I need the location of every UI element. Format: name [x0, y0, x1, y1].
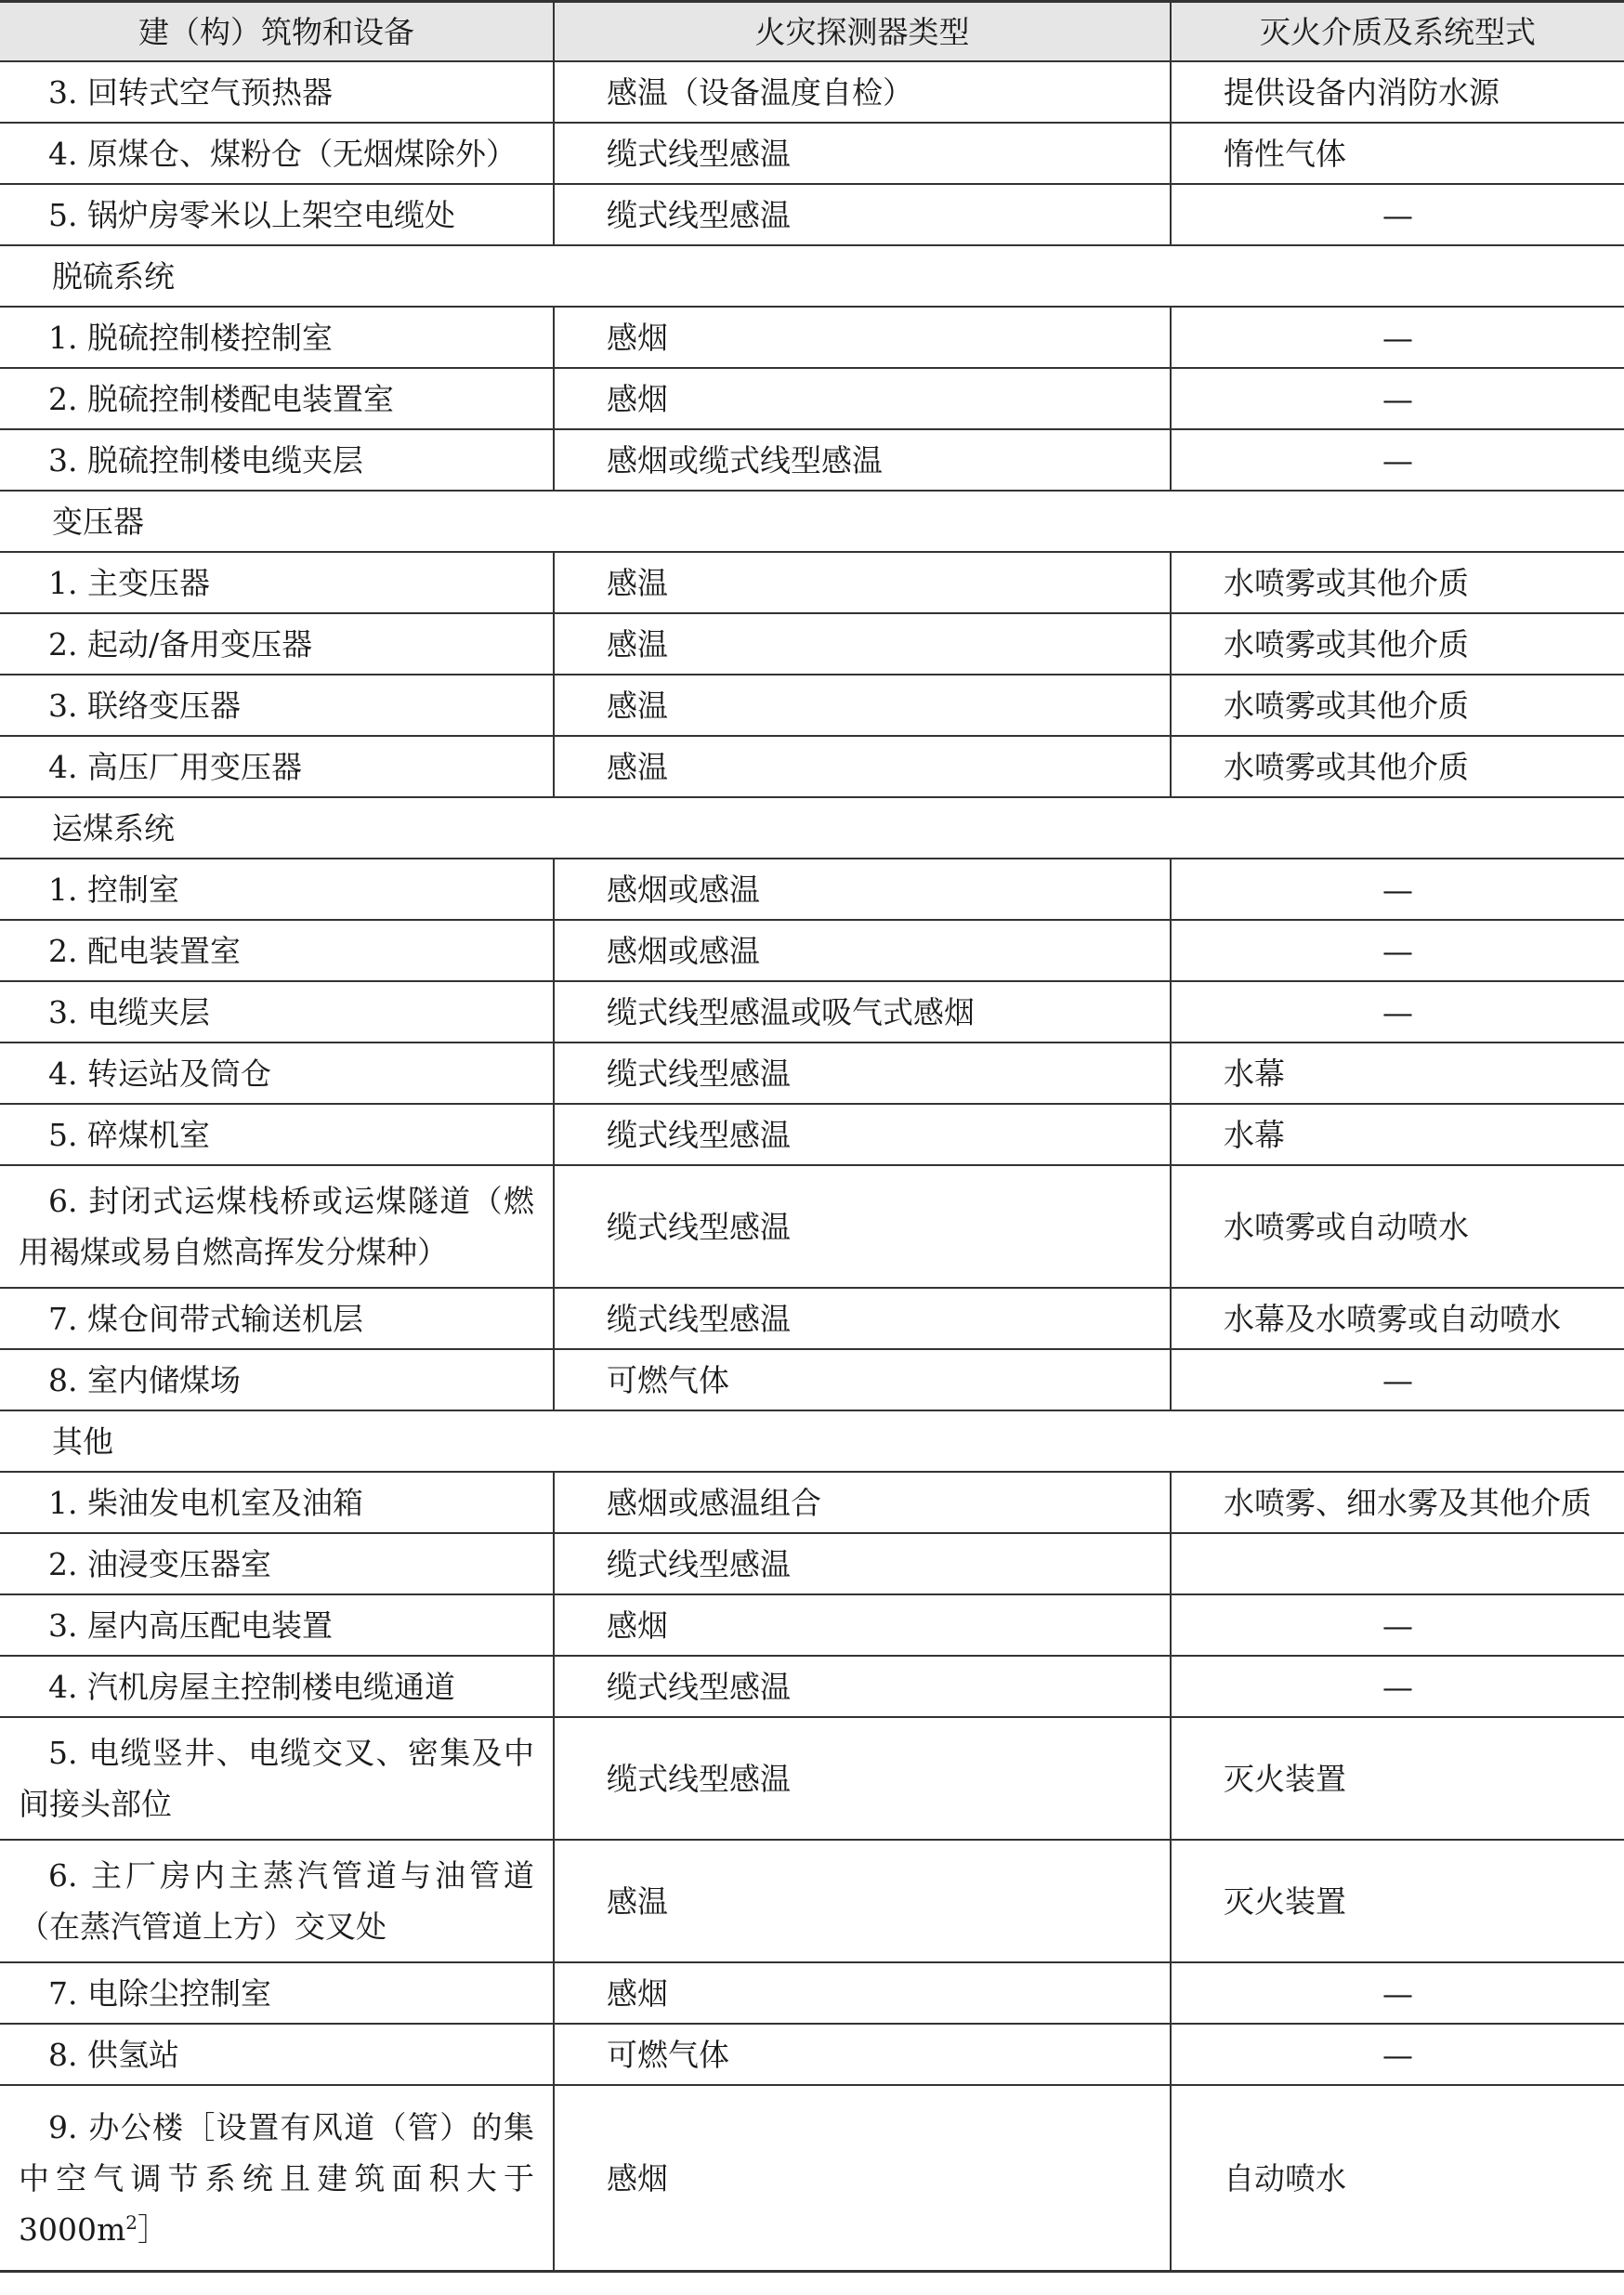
- detector-cell: 感烟或感温: [554, 920, 1171, 981]
- building-cell: 2. 油浸变压器室: [0, 1533, 554, 1594]
- detector-cell: 缆式线型感温: [554, 1104, 1171, 1165]
- table-row: [0, 675, 1624, 736]
- extinguish-cell: 水喷雾、细水雾及其他介质: [1171, 1472, 1624, 1533]
- detector-cell: 缆式线型感温: [554, 1656, 1171, 1717]
- detector-cell: 缆式线型感温: [554, 1165, 1171, 1288]
- building-cell: 7. 电除尘控制室: [0, 1962, 554, 2024]
- building-cell: 2. 起动/备用变压器: [0, 613, 554, 675]
- extinguish-cell: —: [1171, 1656, 1624, 1717]
- building-cell: 3. 回转式空气预热器: [0, 61, 554, 123]
- table-row: [0, 1594, 1624, 1656]
- extinguish-cell: 惰性气体: [1171, 123, 1624, 184]
- table-row: [0, 1656, 1624, 1717]
- building-cell: 3. 屋内高压配电装置: [0, 1594, 554, 1656]
- table-row: [0, 184, 1624, 245]
- building-cell: 4. 转运站及筒仓: [0, 1043, 554, 1104]
- building-cell: [0, 2085, 554, 2272]
- table-row: [0, 368, 1624, 429]
- table-row: [0, 307, 1624, 368]
- detector-cell: 缆式线型感温: [554, 123, 1171, 184]
- building-cell: 4. 高压厂用变压器: [0, 736, 554, 797]
- extinguish-cell: —: [1171, 307, 1624, 368]
- detector-cell: 缆式线型感温: [554, 184, 1171, 245]
- section-title: 运煤系统: [0, 797, 1624, 859]
- building-cell: 1. 脱硫控制楼控制室: [0, 307, 554, 368]
- table-row: [0, 1165, 1624, 1288]
- extinguish-cell: —: [1171, 1594, 1624, 1656]
- detector-cell: 感烟: [554, 307, 1171, 368]
- detector-cell: 感温: [554, 675, 1171, 736]
- building-cell: 6. 主厂房内主蒸汽管道与油管道（在蒸汽管道上方）交叉处: [0, 1840, 554, 1962]
- detector-cell: 缆式线型感温: [554, 1717, 1171, 1840]
- extinguish-cell: 自动喷水: [1171, 2085, 1624, 2272]
- extinguish-cell: 水喷雾或其他介质: [1171, 736, 1624, 797]
- section-title: 其他: [0, 1410, 1624, 1472]
- extinguish-cell: —: [1171, 368, 1624, 429]
- section-row-coal-handling: [0, 797, 1624, 859]
- building-cell: 5. 电缆竖井、电缆交叉、密集及中间接头部位: [0, 1717, 554, 1840]
- detector-cell: 感烟或感温: [554, 859, 1171, 920]
- table-row: [0, 1043, 1624, 1104]
- detector-cell: 感烟: [554, 368, 1171, 429]
- extinguish-cell: 水喷雾或其他介质: [1171, 552, 1624, 613]
- table-row: [0, 1962, 1624, 2024]
- extinguish-cell: 灭火装置: [1171, 1717, 1624, 1840]
- section-row-desulfurization: [0, 245, 1624, 307]
- building-cell: 7. 煤仓间带式输送机层: [0, 1288, 554, 1349]
- table-row: [0, 1533, 1624, 1594]
- building-cell: 5. 锅炉房零米以上架空电缆处: [0, 184, 554, 245]
- building-cell: 3. 联络变压器: [0, 675, 554, 736]
- table-row: [0, 552, 1624, 613]
- section-row-transformer: [0, 491, 1624, 552]
- building-cell: 6. 封闭式运煤栈桥或运煤隧道（燃用褐煤或易自燃高挥发分煤种）: [0, 1165, 554, 1288]
- building-cell: 5. 碎煤机室: [0, 1104, 554, 1165]
- table-row: [0, 1104, 1624, 1165]
- detector-cell: 感温: [554, 1840, 1171, 1962]
- extinguish-cell: 水喷雾或其他介质: [1171, 675, 1624, 736]
- table-row: [0, 123, 1624, 184]
- table-row: [0, 1349, 1624, 1410]
- extinguish-cell: —: [1171, 859, 1624, 920]
- extinguish-cell: —: [1171, 2024, 1624, 2085]
- building-cell: 1. 控制室: [0, 859, 554, 920]
- table-row: [0, 981, 1624, 1043]
- detector-cell: 缆式线型感温: [554, 1533, 1171, 1594]
- extinguish-cell: [1171, 1533, 1624, 1594]
- building-cell: 8. 供氢站: [0, 2024, 554, 2085]
- extinguish-cell: —: [1171, 429, 1624, 491]
- table-row: [0, 1717, 1624, 1840]
- detector-cell: 缆式线型感温或吸气式感烟: [554, 981, 1171, 1043]
- detector-cell: 感烟或缆式线型感温: [554, 429, 1171, 491]
- table-row: [0, 61, 1624, 123]
- col-header-building: 建（构）筑物和设备: [0, 2, 554, 62]
- building-cell: 2. 脱硫控制楼配电装置室: [0, 368, 554, 429]
- detector-cell: 感烟: [554, 1962, 1171, 2024]
- detector-cell: 感烟: [554, 1594, 1171, 1656]
- building-name-text: 9. 办公楼［设置有风道（管）的集中空气调节系统且建筑面积大于3000m: [19, 2108, 534, 2248]
- detector-cell: 可燃气体: [554, 2024, 1171, 2085]
- detector-cell: 缆式线型感温: [554, 1288, 1171, 1349]
- detector-cell: 感温（设备温度自检）: [554, 61, 1171, 123]
- extinguish-cell: —: [1171, 981, 1624, 1043]
- building-name-end: ］: [138, 2210, 169, 2248]
- extinguish-cell: 水幕: [1171, 1104, 1624, 1165]
- section-title: 脱硫系统: [0, 245, 1624, 307]
- extinguish-cell: 水幕: [1171, 1043, 1624, 1104]
- table-row: [0, 1472, 1624, 1533]
- extinguish-cell: —: [1171, 184, 1624, 245]
- detector-cell: 感烟: [554, 2085, 1171, 2272]
- detector-cell: 感温: [554, 613, 1171, 675]
- superscript-text: 2: [125, 2210, 138, 2234]
- detector-cell: 可燃气体: [554, 1349, 1171, 1410]
- table-row: [0, 2024, 1624, 2085]
- table-row: [0, 2085, 1624, 2272]
- table-row: [0, 1840, 1624, 1962]
- detector-cell: 缆式线型感温: [554, 1043, 1171, 1104]
- detector-cell: 感烟或感温组合: [554, 1472, 1171, 1533]
- table-row: [0, 736, 1624, 797]
- section-title: 变压器: [0, 491, 1624, 552]
- table-row: [0, 429, 1624, 491]
- col-header-detector: 火灾探测器类型: [554, 2, 1171, 62]
- table-row: [0, 920, 1624, 981]
- extinguish-cell: 水喷雾或其他介质: [1171, 613, 1624, 675]
- building-cell: 3. 脱硫控制楼电缆夹层: [0, 429, 554, 491]
- table-row: [0, 1288, 1624, 1349]
- extinguish-cell: —: [1171, 1962, 1624, 2024]
- extinguish-cell: —: [1171, 1349, 1624, 1410]
- extinguish-cell: —: [1171, 920, 1624, 981]
- detector-cell: 感温: [554, 552, 1171, 613]
- extinguish-cell: 提供设备内消防水源: [1171, 61, 1624, 123]
- extinguish-cell: 水喷雾或自动喷水: [1171, 1165, 1624, 1288]
- building-cell: 8. 室内储煤场: [0, 1349, 554, 1410]
- building-cell: 1. 主变压器: [0, 552, 554, 613]
- extinguish-cell: 水幕及水喷雾或自动喷水: [1171, 1288, 1624, 1349]
- table-row: [0, 859, 1624, 920]
- section-row-other: [0, 1410, 1624, 1472]
- extinguish-cell: 灭火装置: [1171, 1840, 1624, 1962]
- building-cell: 1. 柴油发电机室及油箱: [0, 1472, 554, 1533]
- building-cell: 2. 配电装置室: [0, 920, 554, 981]
- detector-cell: 感温: [554, 736, 1171, 797]
- building-cell: 4. 汽机房屋主控制楼电缆通道: [0, 1656, 554, 1717]
- col-header-extinguish: 灭火介质及系统型式: [1171, 2, 1624, 62]
- building-cell: 3. 电缆夹层: [0, 981, 554, 1043]
- table-row: [0, 613, 1624, 675]
- building-cell: 4. 原煤仓、煤粉仓（无烟煤除外）: [0, 123, 554, 184]
- table-header-row: [0, 2, 1624, 62]
